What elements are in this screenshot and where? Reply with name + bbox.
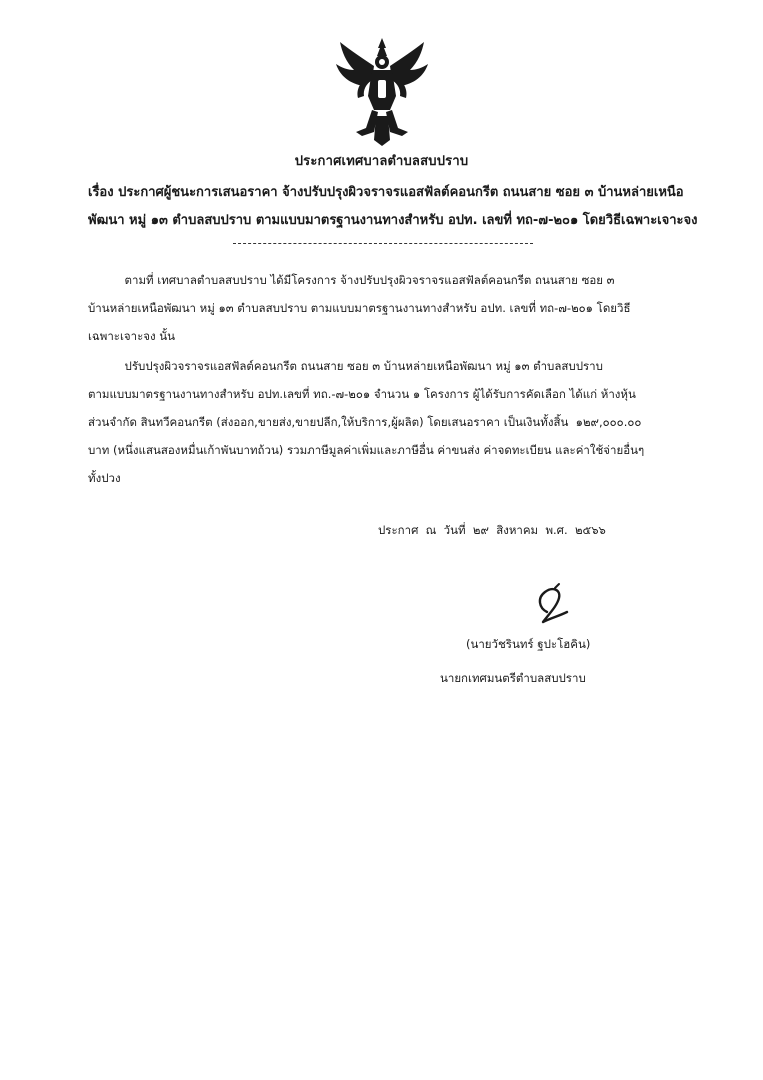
divider-line: [233, 243, 533, 244]
paragraph-2-line: ส่วนจำกัด สินทวีคอนกรีต (ส่งออก,ขายส่ง,ขายปลีก,ให้บริการ,ผู้ผลิต) โดยเสนอราคา เป็นเงินทั้งสิ้น ๑๒๙,๐๐๐.๐๐: [88, 415, 642, 429]
paragraph-2-line: ตามแบบมาตรฐานงานทางสำหรับ อปท.เลขที่ ทถ.-๗-๒๐๑ จำนวน ๑ โครงการ ผู้ได้รับการคัดเลือก ได้แก่ ห้างหุ้น: [88, 387, 636, 401]
paragraph-2-line: ปรับปรุงผิวจราจรแอสฟัลต์คอนกรีต ถนนสาย ซอย ๓ บ้านหล่ายเหนือพัฒนา หมู่ ๑๓ ตำบลสบปราบ: [88, 359, 603, 373]
document-title: ประกาศเทศบาลตำบลสบปราบ: [294, 154, 469, 169]
paragraph-1-line: บ้านหล่ายเหนือพัฒนา หมู่ ๑๓ ตำบลสบปราบ ตามแบบมาตรฐานงานทางสำหรับ อปท. เลขที่ ทถ-๗-๒๐๑ โดยวิธี: [88, 301, 631, 315]
paragraph-1-line: ตามที่ เทศบาลตำบลสบปราบ ได้มีโครงการ จ้างปรับปรุงผิวจราจรแอสฟัลต์คอนกรีต ถนนสาย ซอย ๓: [88, 273, 615, 287]
subject-line-1: เรื่อง ประกาศผู้ชนะการเสนอราคา จ้างปรับปรุงผิวจราจรแอสฟัลต์คอนกรีต ถนนสาย ซอย ๓ บ้านหล่ายเหนือ: [88, 185, 684, 200]
garuda-emblem-icon: [332, 36, 432, 148]
signer-position: นายกเทศมนตรีตำบลสบปราบ: [440, 671, 586, 685]
paragraph-1-line: เฉพาะเจาะจง นั้น: [88, 329, 176, 343]
paragraph-1: [88, 266, 678, 350]
paragraph-2-line: บาท (หนึ่งแสนสองหมื่นเก้าพันบาทถ้วน) รวมภาษีมูลค่าเพิ่มและภาษีอื่น ค่าขนส่ง ค่าจดทะเบียน และค่าใช้จ่ายอื่นๆ: [88, 443, 645, 457]
subject-line-2: พัฒนา หมู่ ๑๓ ตำบลสบปราบ ตามแบบมาตรฐานงานทางสำหรับ อปท. เลขที่ ทถ-๗-๒๐๑ โดยวิธีเฉพาะเจาะจง: [88, 213, 698, 228]
handwritten-signature-icon: [525, 582, 575, 628]
paragraph-2-line: ทั้งปวง: [88, 471, 121, 485]
signer-name: (นายวัชรินทร์ ฐปะโฮคิน): [466, 637, 591, 651]
announcement-date: ประกาศ ณ วันที่ ๒๙ สิงหาคม พ.ศ. ๒๕๖๖: [378, 523, 606, 537]
paragraph-2: [88, 352, 678, 492]
